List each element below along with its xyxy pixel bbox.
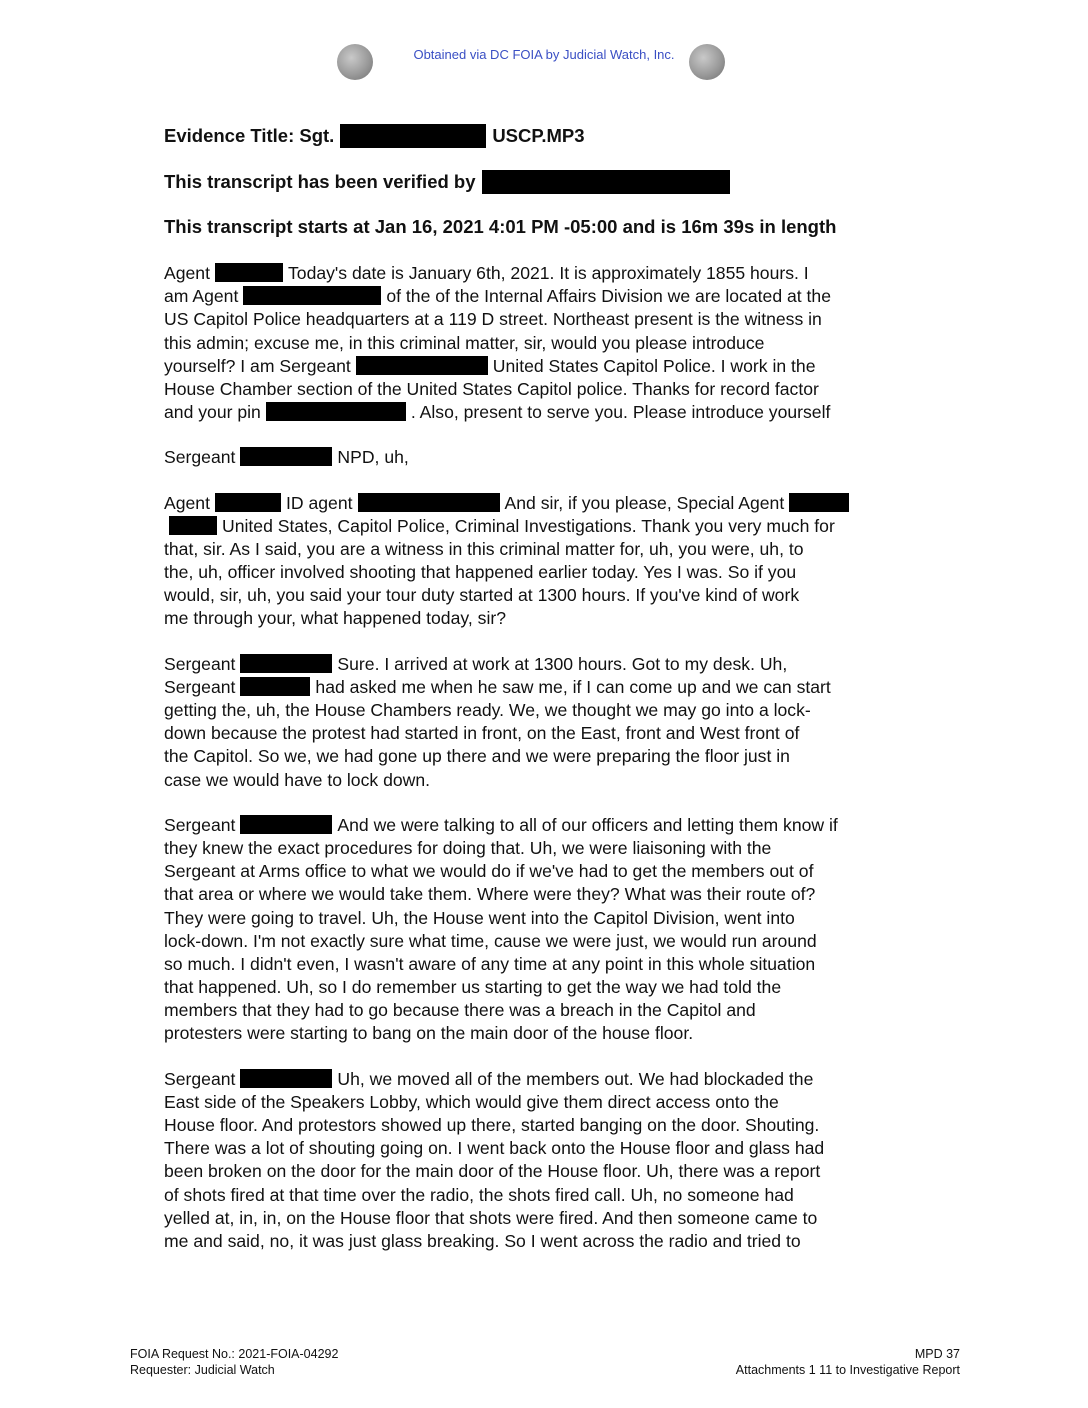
transcript-line (164, 515, 924, 538)
transcript-text: been broken on the door for the main door of the House floor. Uh, there was a report (164, 1161, 821, 1182)
transcript-line (164, 401, 924, 424)
transcript-text: . Also, present to serve you. Please introduce yourself (410, 402, 831, 423)
transcript-line (164, 538, 924, 561)
transcript-text: had asked me when he saw me, if I can come up and we can start (315, 676, 831, 697)
page-reference: MPD 37 (914, 1347, 960, 1361)
transcript-text: and your pin (164, 402, 261, 423)
transcript-text: the, uh, officer involved shooting that happened earlier today. Yes I was. So if you (164, 562, 797, 583)
transcript-text: Sergeant (164, 676, 236, 697)
transcript-text: United States, Capitol Police, Criminal Investigations. Thank you very much for (222, 515, 835, 536)
transcript-start-line: This transcript starts at Jan 16, 2021 4:01 PM -05:00 and is 16m 39s in length (164, 216, 837, 237)
transcript-line (164, 378, 924, 401)
transcript-line (164, 1114, 924, 1137)
transcript-text: the Capitol. So we, we had gone up there and we were preparing the floor just in (164, 746, 790, 767)
evidence-title-suffix: USCP.MP3 (492, 125, 585, 146)
transcript-line (164, 262, 924, 285)
transcript-text: would, sir, uh, you said your tour duty started at 1300 hours. If you've kind of work (164, 585, 800, 606)
transcript-line (164, 699, 924, 722)
transcript-text: protesters were starting to bang on the main door of the house floor. (164, 1023, 694, 1044)
transcript-line (164, 953, 924, 976)
transcript-line (164, 676, 924, 699)
evidence-title (164, 124, 585, 148)
redaction-box (215, 263, 283, 282)
redaction-box (482, 170, 730, 194)
transcript-line (164, 769, 924, 792)
transcript-line (164, 653, 924, 676)
transcript-paragraph (164, 653, 924, 792)
transcript-text: lock-down. I'm not exactly sure what time, cause we were just, we would run around (164, 930, 817, 951)
transcript-line (164, 1022, 924, 1045)
redaction-box (358, 493, 500, 512)
redaction-box (240, 447, 332, 466)
footer-right (736, 1346, 960, 1378)
transcript-line (164, 285, 924, 308)
transcript-text: down because the protest had started in front, on the East, front and West front of (164, 723, 800, 744)
transcript-line (164, 1068, 924, 1091)
transcript-text: Today's date is January 6th, 2021. It is approximately 1855 hours. I (287, 263, 809, 283)
transcript-text: East side of the Speakers Lobby, which would give them direct access onto the (164, 1091, 779, 1112)
transcript-text: me and said, no, it was just glass breaking. So I went across the radio and tried to (164, 1230, 801, 1251)
transcript-text: yelled at, in, in, on the House floor that shots were fired. And then someone came to (164, 1207, 818, 1228)
transcript-text: And we were talking to all of our officers and letting them know if (337, 814, 838, 835)
transcript-paragraph (164, 814, 924, 1046)
transcript-text: House floor. And protestors showed up there, started banging on the door. Shouting. (164, 1115, 820, 1135)
transcript-text: that happened. Uh, so I do remember us starting to get the way we had told the (164, 977, 782, 998)
transcript-line (164, 1091, 924, 1114)
transcript-line (164, 1184, 924, 1207)
redaction-box (266, 402, 406, 421)
transcript-text: Agent (164, 492, 210, 513)
transcript-text: Sergeant (164, 653, 236, 674)
transcript-text: Sergeant (164, 814, 236, 835)
transcript-line (164, 607, 924, 630)
transcript-paragraph (164, 262, 924, 424)
transcript-line (164, 492, 924, 515)
redaction-box (240, 677, 310, 696)
transcript-line (164, 446, 924, 469)
requester: Requester: Judicial Watch (130, 1363, 275, 1377)
transcript-text: And sir, if you please, Special Agent (504, 492, 785, 513)
transcript-paragraph (164, 1068, 924, 1254)
transcript-text: ID agent (285, 492, 353, 513)
transcript-line (164, 1137, 924, 1160)
transcript-line (164, 584, 924, 607)
transcript-paragraph (164, 446, 924, 469)
transcript-line (164, 860, 924, 883)
transcript-paragraph (164, 492, 924, 631)
foia-request-number: FOIA Request No.: 2021-FOIA-04292 (130, 1347, 339, 1361)
verified-by-label: This transcript has been verified by (164, 171, 476, 192)
transcript-line (164, 883, 924, 906)
transcript-text: NPD, uh, (337, 447, 409, 468)
transcript-text: case we would have to lock down. (164, 769, 431, 790)
transcript-text: US Capitol Police headquarters at a 119 D street. Northeast present is the witness in (164, 309, 822, 330)
transcript-text: this admin; excuse me, in this criminal matter, sir, would you please introduce (164, 332, 765, 353)
transcript-line (164, 722, 924, 745)
transcript-text: me through your, what happened today, sir? (164, 608, 506, 629)
foia-banner: Obtained via DC FOIA by Judicial Watch, Inc. (413, 47, 675, 62)
attachment-reference: Attachments 1 11 to Investigative Report (735, 1363, 960, 1377)
transcript-text: Sergeant at Arms office to what we would do if we've had to get the members out of (164, 861, 814, 882)
transcript-line (164, 976, 924, 999)
transcript-line (164, 930, 924, 953)
transcript-text: There was a lot of shouting going on. I went back onto the House floor and glass had (164, 1138, 825, 1159)
transcript-text: House Chamber section of the United States Capitol police. Thanks for record factor (164, 378, 819, 399)
transcript-line (164, 561, 924, 584)
transcript-text: of the of the Internal Affairs Division we are located at the (386, 286, 832, 307)
transcript-text: getting the, uh, the House Chambers ready. We, we thought we may go into a lock- (164, 700, 811, 720)
transcript-line (164, 837, 924, 860)
transcript-text: Sergeant (164, 1068, 236, 1089)
redaction-box (240, 654, 332, 673)
verified-by-line (164, 170, 730, 194)
redaction-box (240, 1069, 332, 1088)
transcript-text: United States Capitol Police. I work in the (492, 355, 816, 376)
transcript-text: that, sir. As I said, you are a witness in this criminal matter for, uh, you were, uh, to (164, 538, 804, 559)
transcript-line (164, 332, 924, 355)
footer-left (130, 1346, 338, 1378)
evidence-title-label: Evidence Title: Sgt. (164, 125, 335, 146)
transcript-line (164, 907, 924, 930)
transcript-text: that area or where we would take them. Where were they? What was their route of? (164, 884, 816, 905)
redaction-box (340, 124, 486, 148)
transcript-text: Sergeant (164, 447, 236, 468)
transcript-text: They were going to travel. Uh, the House went into the Capitol Division, went into (164, 907, 795, 928)
redaction-box (240, 815, 332, 834)
transcript-line (164, 814, 924, 837)
redaction-box (169, 516, 217, 535)
transcript-line (164, 745, 924, 768)
transcript-text: am Agent (164, 286, 239, 307)
transcript-line (164, 999, 924, 1022)
transcript-line (164, 308, 924, 331)
redaction-box (789, 493, 849, 512)
transcript-text: of shots fired at that time over the radio, the shots fired call. Uh, no someone had (164, 1184, 794, 1205)
transcript-line (164, 1160, 924, 1183)
transcript-line (164, 355, 924, 378)
transcript-text: Agent (164, 263, 210, 283)
redaction-box (356, 356, 488, 375)
transcript-text: Sure. I arrived at work at 1300 hours. Got to my desk. Uh, (337, 653, 788, 674)
transcript-body (164, 262, 924, 1275)
transcript-text: they knew the exact procedures for doing that. Uh, we were liaisoning with the (164, 837, 772, 858)
redaction-box (243, 286, 381, 305)
transcript-text: Uh, we moved all of the members out. We had blockaded the (337, 1068, 814, 1089)
transcript-text: yourself? I am Sergeant (164, 355, 351, 376)
transcript-text: members that they had to go because there was a breach in the Capitol and (164, 1000, 756, 1021)
transcript-text: so much. I didn't even, I wasn't aware of any time at any point in this whole situation (164, 953, 816, 974)
transcript-line (164, 1207, 924, 1230)
transcript-line (164, 1230, 924, 1253)
redaction-box (215, 493, 281, 512)
